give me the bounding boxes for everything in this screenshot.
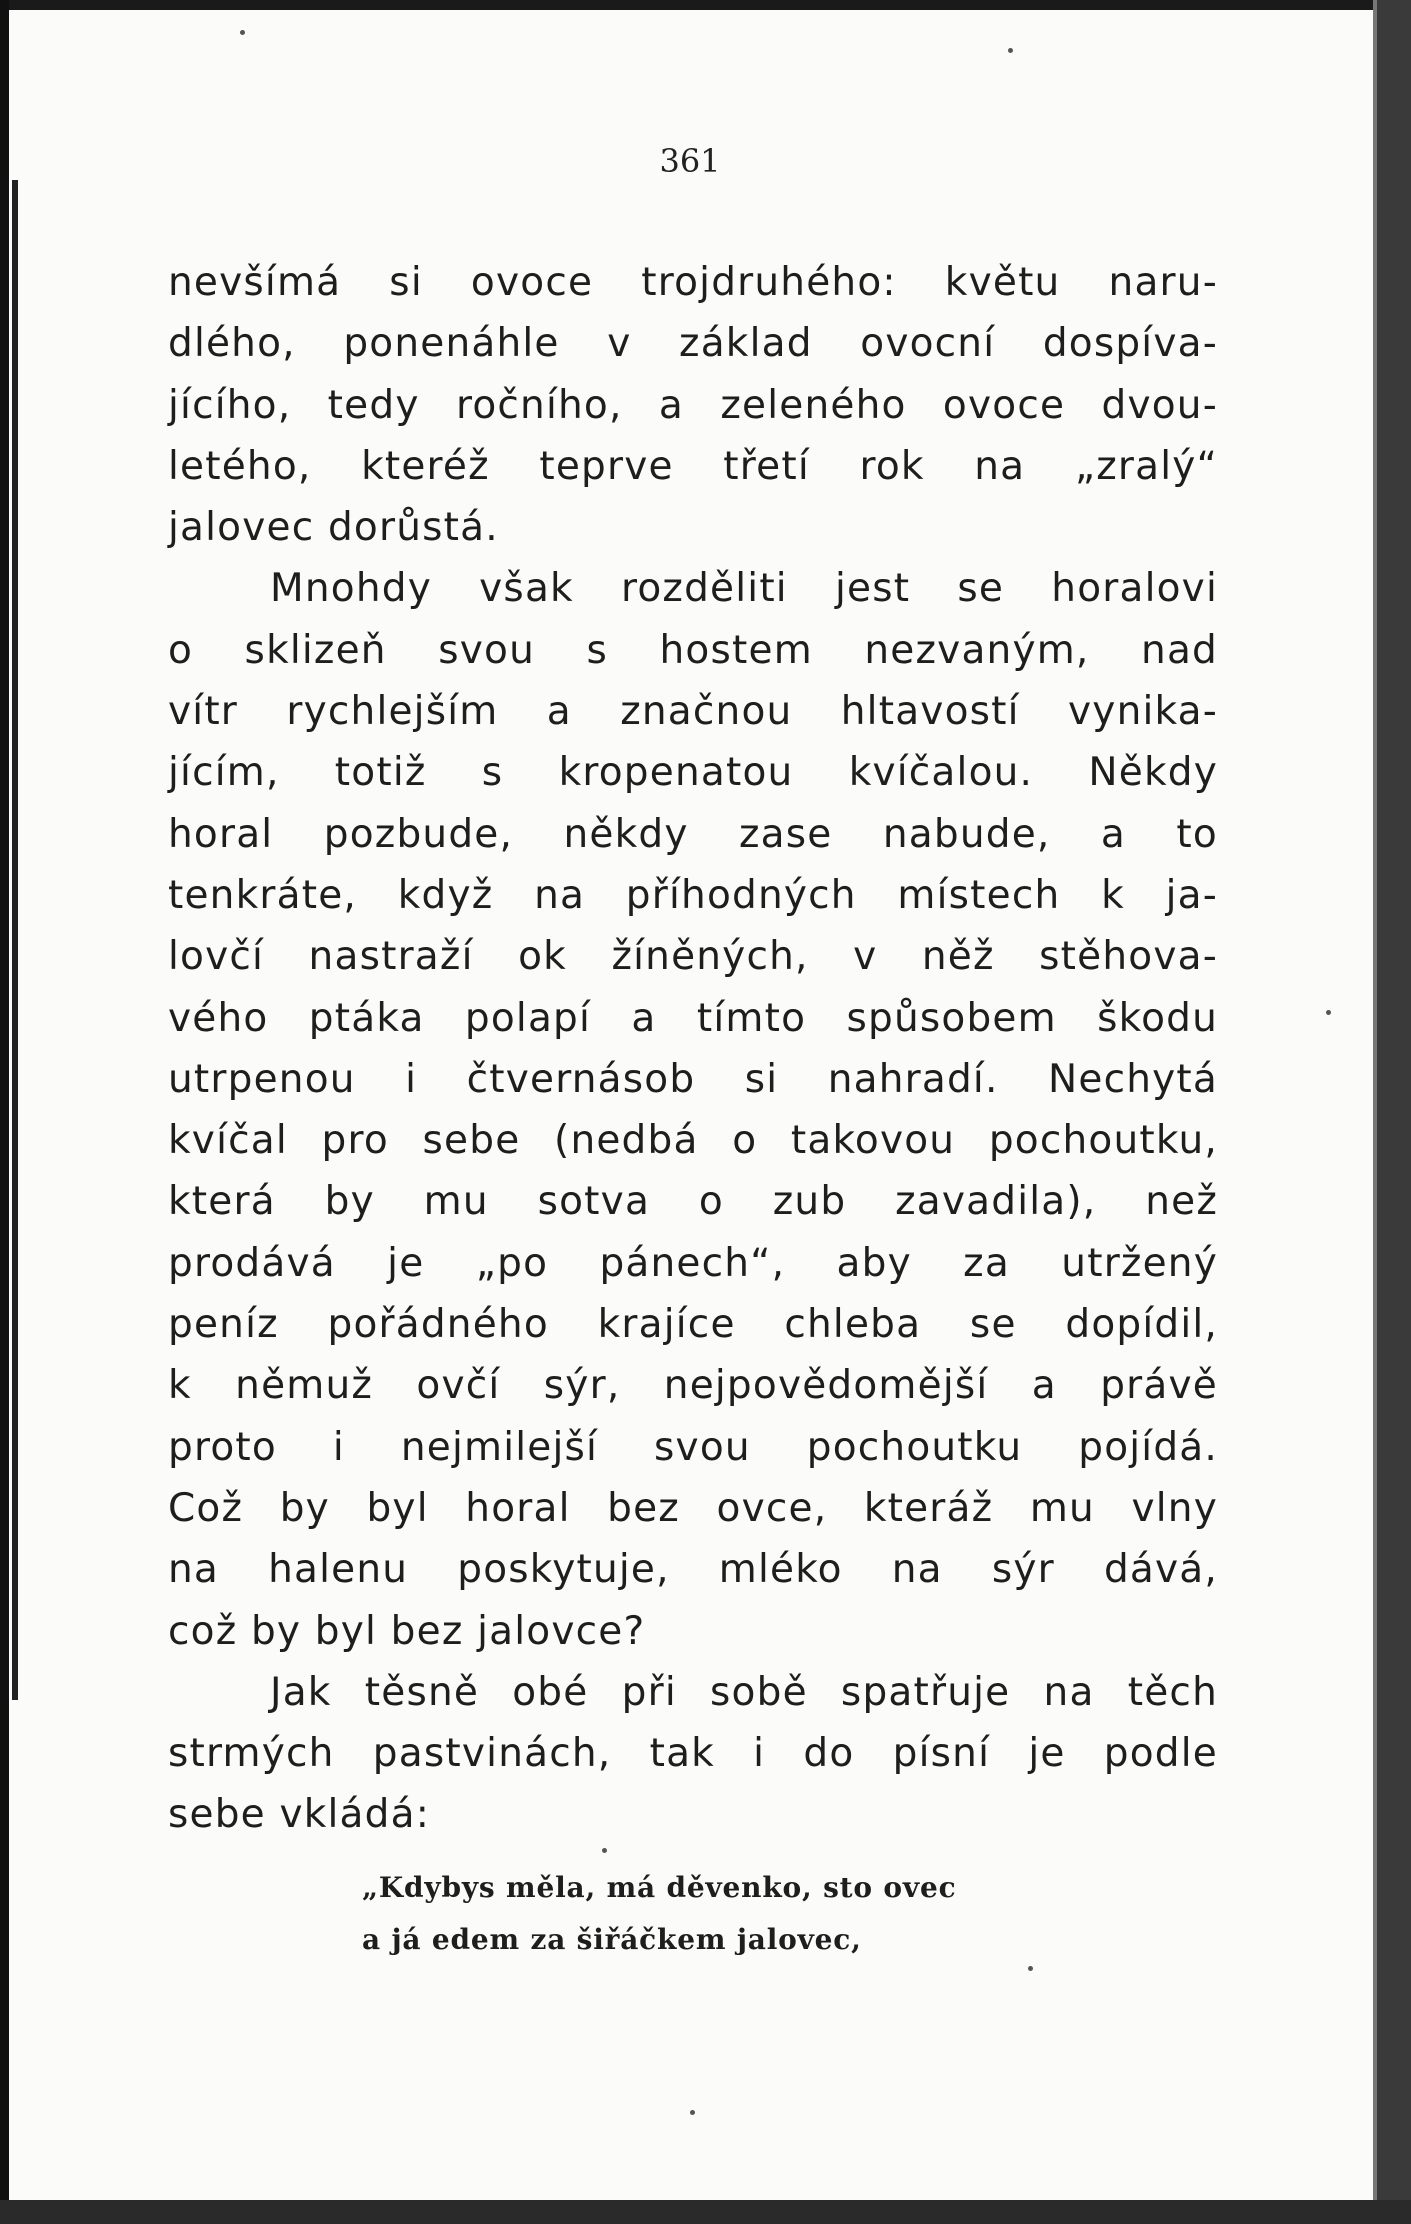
scan-speck bbox=[690, 2110, 695, 2115]
text-line: prodává je „po pánech“, aby za utržený bbox=[168, 1240, 1218, 1286]
text-line: na halenu poskytuje, mléko na sýr dává, bbox=[168, 1547, 1218, 1593]
text-line: jalovec dorůstá. bbox=[168, 505, 499, 551]
scan-speck bbox=[240, 30, 245, 35]
text-line: která by mu sotva o zub zavadila), než bbox=[168, 1179, 1218, 1225]
scan-border-bottom bbox=[0, 2200, 1411, 2224]
text-line: Mnohdy však rozděliti jest se horalovi bbox=[270, 566, 1218, 612]
text-line: jícího, tedy ročního, a zeleného ovoce dvou- bbox=[168, 382, 1218, 428]
text-line: utrpenou i čtvernásob si nahradí. Nechytá bbox=[168, 1056, 1218, 1102]
scan-speck bbox=[1008, 48, 1013, 53]
text-line: lovčí nastraží ok žíněných, v něž stěhova- bbox=[168, 934, 1218, 980]
text-line: peníz pořádného krajíce chleba se dopídil, bbox=[168, 1302, 1218, 1348]
verse-line: „Kdybys měla, má děvenko, sto ovec bbox=[362, 1871, 957, 1904]
verse-quote bbox=[362, 1862, 1082, 1966]
text-line: což by byl bez jalovce? bbox=[168, 1608, 646, 1654]
text-line: letého, kteréž teprve třetí rok na „zralý“ bbox=[168, 443, 1218, 489]
body-text bbox=[168, 252, 1218, 1846]
scan-speck bbox=[602, 1848, 607, 1853]
text-line: jícím, totiž s kropenatou kvíčalou. Někdy bbox=[168, 750, 1218, 796]
text-line: kvíčal pro sebe (nedbá o takovou pochoutku, bbox=[168, 1118, 1218, 1164]
text-line: nevšímá si ovoce trojdruhého: květu naru- bbox=[168, 260, 1218, 305]
text-line: dlého, ponenáhle v základ ovocní dospíva- bbox=[168, 321, 1218, 367]
text-line: tenkráte, když na příhodných místech k ja- bbox=[168, 872, 1218, 918]
scan-binding-shadow bbox=[12, 180, 18, 1700]
scan-border-top bbox=[0, 0, 1411, 10]
text-line: proto i nejmilejší svou pochoutku pojídá. bbox=[168, 1424, 1218, 1470]
text-line: k němuž ovčí sýr, nejpovědomější a právě bbox=[168, 1363, 1218, 1409]
text-line: vítr rychlejším a značnou hltavostí vynika- bbox=[168, 689, 1218, 735]
text-line: sebe vkládá: bbox=[168, 1792, 431, 1838]
page-number: 361 bbox=[659, 142, 721, 180]
text-line: vého ptáka polapí a tímto spůsobem škodu bbox=[168, 995, 1218, 1041]
scan-speck bbox=[1028, 1966, 1033, 1971]
text-line: Což by byl horal bez ovce, kteráž mu vlny bbox=[168, 1485, 1218, 1531]
scan-speck bbox=[1326, 1010, 1331, 1015]
text-line: horal pozbude, někdy zase nabude, a to bbox=[168, 811, 1218, 857]
scan-border-left bbox=[0, 0, 9, 2224]
scan-border-right bbox=[1377, 0, 1411, 2224]
verse-line: a já edem za šiřáčkem jalovec, bbox=[362, 1923, 862, 1956]
text-line: strmých pastvinách, tak i do písní je podle bbox=[168, 1731, 1218, 1777]
text-line: Jak těsně obé při sobě spatřuje na těch bbox=[270, 1669, 1218, 1715]
text-line: o sklizeň svou s hostem nezvaným, nad bbox=[168, 627, 1218, 673]
